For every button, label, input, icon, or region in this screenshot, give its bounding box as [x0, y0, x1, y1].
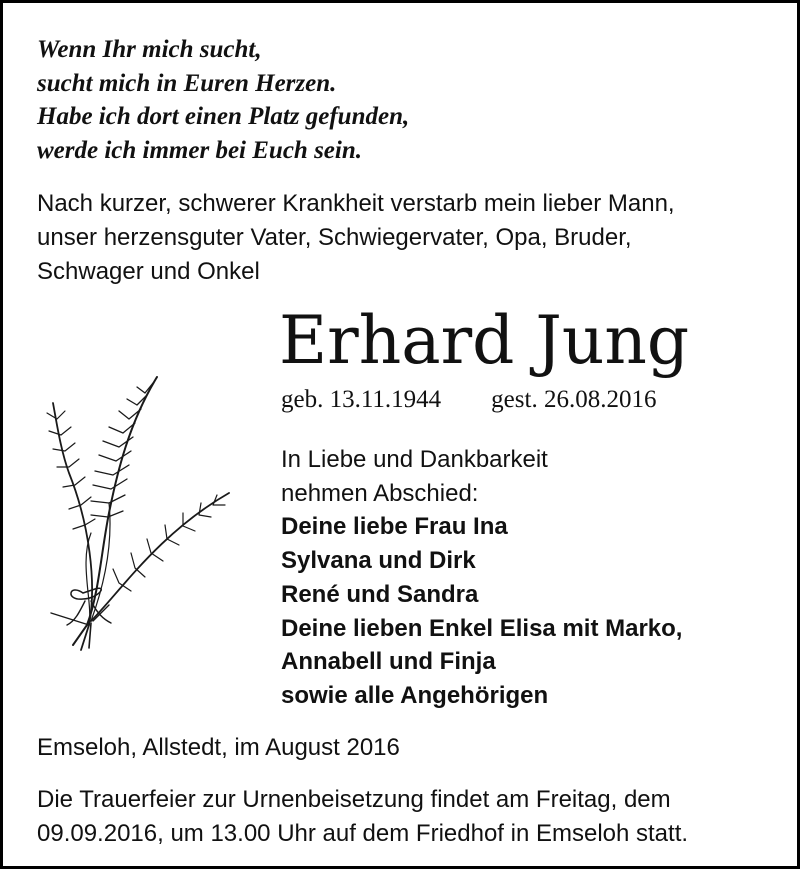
mourner-name: Sylvana und Dirk: [281, 547, 476, 575]
announcement-text: [37, 187, 777, 289]
poem-line-3: Habe ich dort einen Platz gefunden,: [37, 103, 410, 130]
announcement-line-1: Nach kurzer, schwerer Krankheit verstarb mein lieber Mann,: [37, 190, 675, 217]
funeral-info: [37, 783, 777, 851]
mourner-name: René und Sandra: [281, 580, 479, 608]
birth-date: geb. 13.11.1944: [281, 386, 442, 413]
announcement-line-3: Schwager und Onkel: [37, 258, 260, 285]
poem: [37, 33, 409, 167]
poem-line-1: Wenn Ihr mich sucht,: [37, 36, 262, 63]
funeral-line-2: 09.09.2016, um 13.00 Uhr auf dem Friedhof in Emseloh statt.: [37, 820, 689, 847]
mourner-name: Deine liebe Frau Ina: [281, 513, 508, 541]
death-date: gest. 26.08.2016: [491, 386, 657, 413]
mourners-block: [281, 443, 682, 713]
mourner-name: sowie alle Angehörigen: [281, 681, 549, 709]
place-and-date: Emseloh, Allstedt, im August 2016: [37, 734, 400, 761]
fern-bouquet-icon: [39, 363, 239, 653]
mourner-name: Annabell und Finja: [281, 648, 496, 676]
funeral-line-1: Die Trauerfeier zur Urnenbeisetzung findet am Freitag, dem: [37, 786, 671, 813]
life-dates: [281, 383, 656, 417]
mourners-intro-line-1: In Liebe und Dankbarkeit: [281, 446, 548, 473]
mourner-name: Deine lieben Enkel Elisa mit Marko,: [281, 614, 683, 642]
announcement-line-2: unser herzensguter Vater, Schwiegervater, Opa, Bruder,: [37, 224, 632, 251]
poem-line-4: werde ich immer bei Euch sein.: [37, 136, 362, 164]
mourners-intro-line-2: nehmen Abschied:: [281, 479, 479, 507]
deceased-name: Erhard Jung: [279, 302, 690, 379]
poem-line-2: sucht mich in Euren Herzen.: [37, 69, 337, 97]
